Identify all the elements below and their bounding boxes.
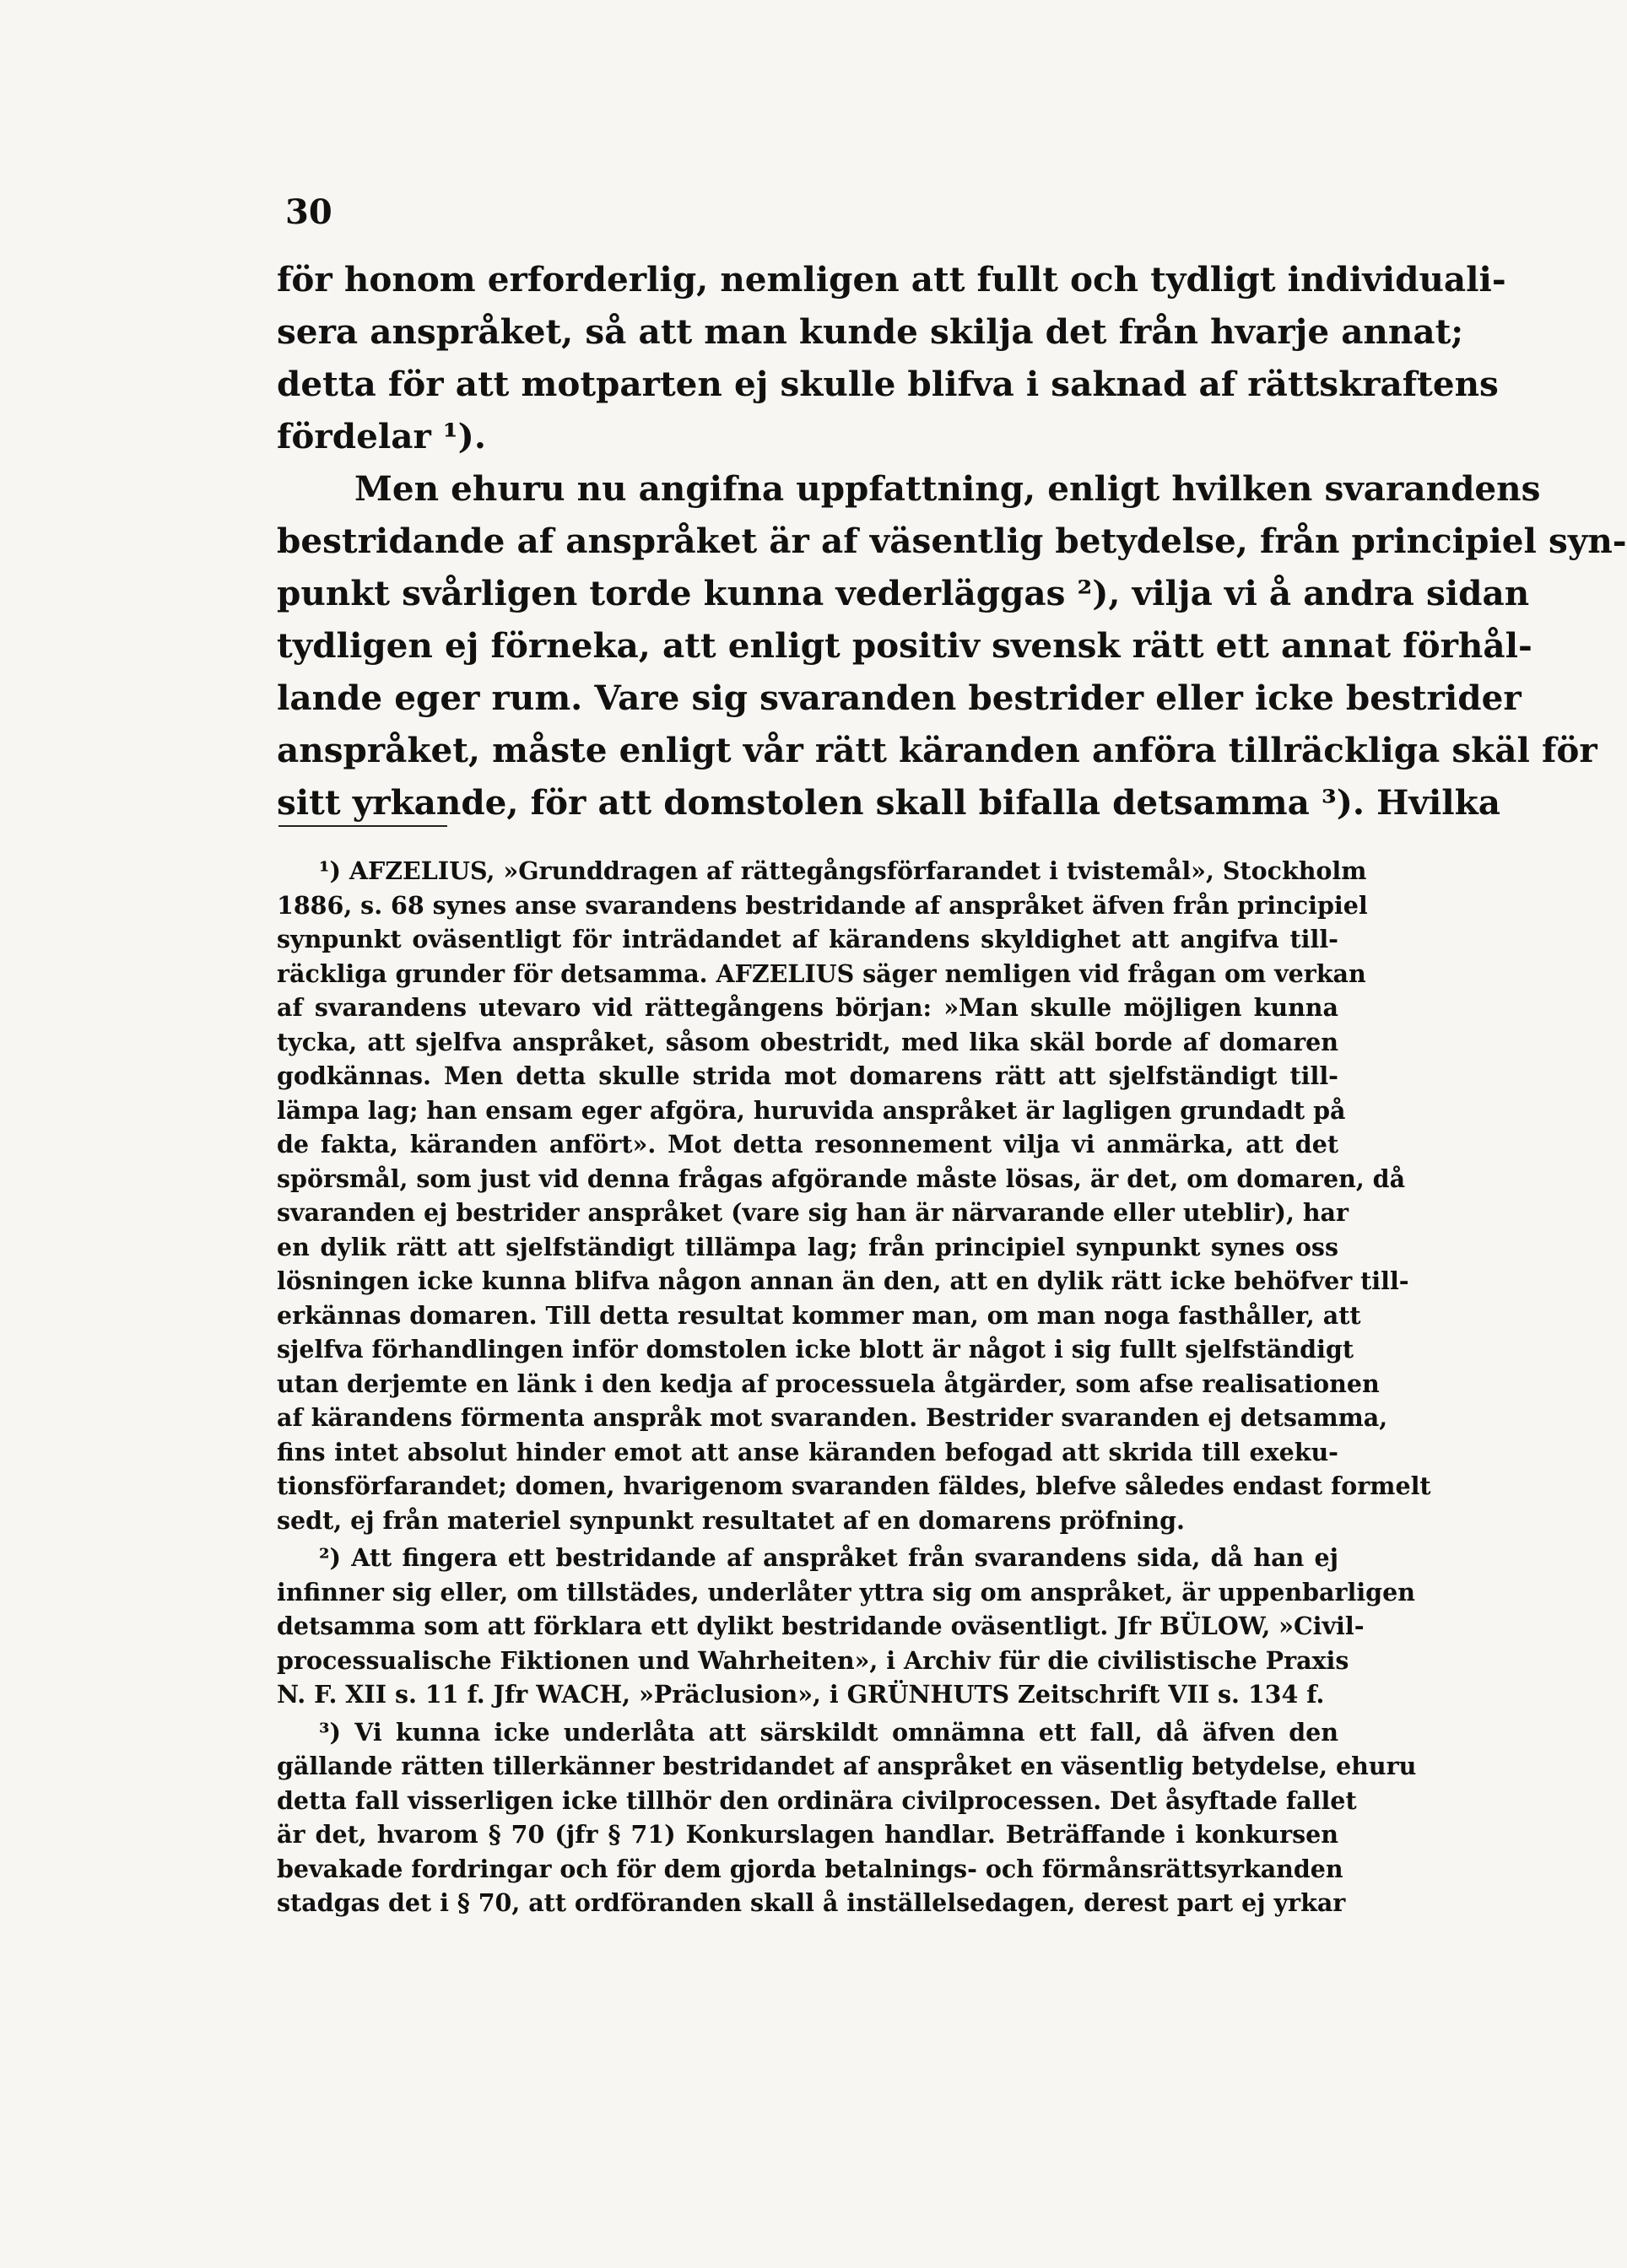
page-number: 30: [285, 192, 332, 232]
footnote-separator: [278, 825, 447, 827]
footnote-line: stadgas det i § 70, att ordföranden skall å inställelsedagen, derest part ej yrkar: [277, 1888, 1346, 1917]
footnotes: [277, 854, 1431, 1920]
footnote-line: är det, hvarom § 70 (jfr § 71) Konkurslagen handlar. Beträffande i konkursen: [277, 1820, 1338, 1849]
footnote-line: lösningen icke kunna blifva någon annan än den, att en dylik rätt icke behöfver till-: [277, 1266, 1409, 1295]
footnote-line: utan derjemte en länk i den kedja af processuela åtgärder, som afse realisationen: [277, 1369, 1380, 1398]
main-text-line: sitt yrkande, för att domstolen skall bifalla detsamma ³). Hvilka: [277, 782, 1500, 823]
footnote-line: sedt, ej från materiel synpunkt resultatet af en domarens pröfning.: [277, 1505, 1185, 1535]
footnote-line: 1886, s. 68 synes anse svarandens bestridande af anspråket äfven från principiel: [277, 890, 1368, 920]
footnote-line: erkännas domaren. Till detta resultat kommer man, om man noga fasthåller, att: [277, 1300, 1361, 1330]
footnote-line: fins intet absolut hinder emot att anse käranden befogad att skrida till exeku-: [277, 1437, 1338, 1466]
footnote-line: gällande rätten tillerkänner bestridandet af anspråket en väsentlig betydelse, ehuru: [277, 1752, 1417, 1780]
main-text-line: för honom erforderlig, nemligen att fullt och tydligt individuali-: [277, 259, 1506, 300]
footnote-line: sjelfva förhandlingen inför domstolen icke blott är något i sig fullt sjelfständigt: [277, 1335, 1354, 1364]
footnote-line: en dylik rätt att sjelfständigt tillämpa lag; från principiel synpunkt synes oss: [277, 1232, 1338, 1261]
main-text-line: sera anspråket, så att man kunde skilja det från hvarje annat;: [277, 311, 1464, 352]
footnote-line: bevakade fordringar och för dem gjorda betalnings- och förmånsrättsyrkanden: [277, 1854, 1343, 1883]
footnote-line: af svarandens utevaro vid rättegångens början: »Man skulle möjligen kunna: [277, 993, 1338, 1022]
main-text-line: lande eger rum. Vare sig svaranden bestrider eller icke bestrider: [277, 678, 1522, 718]
footnote-line: svaranden ej bestrider anspråket (vare sig han är närvarande eller uteblir), har: [277, 1198, 1349, 1227]
footnote-line: lämpa lag; han ensam eger afgöra, huruvida anspråket är lagligen grundadt på: [277, 1095, 1346, 1125]
footnote-line: af kärandens förmenta anspråk mot svaranden. Bestrider svaranden ej detsamma,: [277, 1403, 1388, 1432]
footnote-line: processualische Fiktionen und Wahrheiten», i Archiv für die civilistische Praxis: [277, 1645, 1349, 1675]
footnote-line: N. F. XII s. 11 f. Jfr WACH, »Präclusion», i GRÜNHUTS Zeitschrift VII s. 134 f.: [277, 1680, 1325, 1709]
footnote-line: tionsförfarandet; domen, hvarigenom svaranden fäldes, blefve således endast formelt: [277, 1472, 1431, 1500]
footnote-line: ¹) AFZELIUS, »Grunddragen af rättegångsförfarandet i tvistemål», Stockholm: [319, 856, 1367, 885]
footnote-line: de fakta, käranden anfört». Mot detta resonnement vilja vi anmärka, att det: [277, 1130, 1338, 1158]
footnote-line: synpunkt oväsentligt för inträdandet af kärandens skyldighet att angifva till-: [277, 925, 1338, 953]
main-text-line: anspråket, måste enligt vår rätt käranden anföra tillräckliga skäl för: [277, 730, 1597, 770]
footnote-line: spörsmål, som just vid denna frågas afgörande måste lösas, är det, om domaren, då: [277, 1164, 1406, 1193]
footnote-line: tycka, att sjelfva anspråket, såsom obestridt, med lika skäl borde af domaren: [277, 1027, 1338, 1056]
main-text-line: detta för att motparten ej skulle blifva i saknad af rättskraftens: [277, 364, 1499, 404]
footnote-line: räckliga grunder för detsamma. AFZELIUS säger nemligen vid frågan om verkan: [277, 958, 1366, 988]
footnote-line: infinner sig eller, om tillstädes, underlåter yttra sig om anspråket, är uppenbarligen: [277, 1577, 1415, 1606]
main-text-line: tydligen ej förneka, att enligt positiv svensk rätt ett annat förhål-: [277, 625, 1532, 666]
main-text-line: fördelar ¹).: [277, 416, 486, 456]
main-text-line: Men ehuru nu angifna uppfattning, enligt hvilken svarandens: [354, 468, 1541, 509]
footnote-line: ³) Vi kunna icke underlåta att särskildt omnämna ett fall, då äfven den: [319, 1717, 1338, 1747]
main-text-line: punkt svårligen torde kunna vederläggas ²), vilja vi å andra sidan: [277, 573, 1530, 613]
footnote-line: godkännas. Men detta skulle strida mot domarens rätt att sjelfständigt till-: [277, 1061, 1338, 1090]
footnote-line: ²) Att fingera ett bestridande af anspråket från svarandens sida, då han ej: [319, 1543, 1338, 1572]
footnote-line: detsamma som att förklara ett dylikt bestridande oväsentligt. Jfr BÜLOW, »Civil-: [277, 1612, 1365, 1640]
main-text-line: bestridande af anspråket är af väsentlig betydelse, från principiel syn-: [277, 521, 1627, 561]
footnote-line: detta fall visserligen icke tillhör den ordinära civilprocessen. Det åsyftade fallet: [277, 1785, 1357, 1815]
main-text: [277, 253, 1627, 829]
